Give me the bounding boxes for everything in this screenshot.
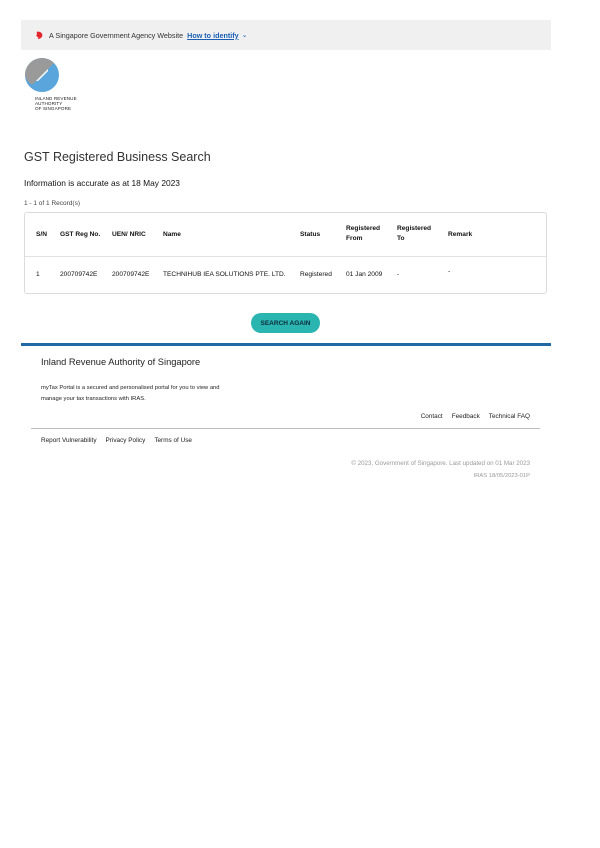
- gov-masthead: [21, 20, 551, 50]
- header-gst-reg-no: GST Reg No.: [60, 231, 101, 238]
- accuracy-note: Information is accurate as at 18 May 2023: [24, 178, 180, 188]
- masthead-text: A Singapore Government Agency Website: [49, 30, 184, 40]
- header-sn: S/N: [36, 231, 47, 238]
- cell-uen-nric: 200709742E: [112, 271, 150, 278]
- iras-logo-icon: [24, 57, 60, 93]
- contact-link[interactable]: Contact: [420, 413, 443, 420]
- iras-logo[interactable]: [24, 57, 84, 117]
- logo-text: INLAND REVENUE AUTHORITY OF SINGAPORE: [35, 96, 77, 112]
- header-status: Status: [300, 231, 321, 238]
- header-uen-nric: UEN/ NRIC: [112, 231, 146, 238]
- terms-of-use-link[interactable]: Terms of Use: [154, 437, 192, 444]
- version-text: IRAS 18/05/2023-01P: [473, 473, 530, 479]
- cell-name: TECHNIHUB IEA SOLUTIONS PTE. LTD.: [163, 271, 286, 278]
- technical-faq-link[interactable]: Technical FAQ: [488, 413, 530, 420]
- cell-registered-to: -: [397, 271, 400, 278]
- footer-links-left: [41, 437, 192, 444]
- singapore-lion-icon: [35, 31, 44, 40]
- footer-top-bar: [21, 343, 551, 346]
- cell-gst-reg-no: 200709742E: [60, 271, 98, 278]
- cell-status: Registered: [300, 271, 332, 278]
- header-registered-to: Registered To: [397, 225, 432, 242]
- header-name: Name: [163, 231, 181, 238]
- feedback-link[interactable]: Feedback: [451, 413, 480, 420]
- footer-links-right: [421, 413, 530, 420]
- cell-remark: -: [448, 268, 451, 275]
- copyright-text: © 2023, Government of Singapore. Last updated on 01 Mar 2023: [351, 460, 530, 467]
- table-header-row: [25, 213, 546, 257]
- results-table: [24, 212, 547, 294]
- footer-description: myTax Portal is a secured and personalised portal for you to view and manage your tax transactions with IRAS.: [41, 385, 220, 402]
- header-registered-from: Registered From: [346, 225, 381, 242]
- privacy-policy-link[interactable]: Privacy Policy: [105, 437, 146, 444]
- cell-sn: 1: [36, 271, 40, 278]
- cell-registered-from: 01 Jan 2009: [346, 271, 383, 278]
- report-vulnerability-link[interactable]: Report Vulnerability: [41, 437, 97, 444]
- record-count: 1 - 1 of 1 Record(s): [24, 200, 80, 207]
- page-title: GST Registered Business Search: [24, 150, 211, 164]
- search-again-button[interactable]: SEARCH AGAIN: [251, 313, 320, 333]
- header-remark: Remark: [448, 231, 473, 238]
- footer-org-name: Inland Revenue Authority of Singapore: [41, 357, 201, 367]
- how-to-identify-link[interactable]: How to identify: [187, 30, 239, 40]
- footer-divider: [31, 428, 540, 429]
- chevron-down-icon[interactable]: ⌄: [241, 32, 248, 39]
